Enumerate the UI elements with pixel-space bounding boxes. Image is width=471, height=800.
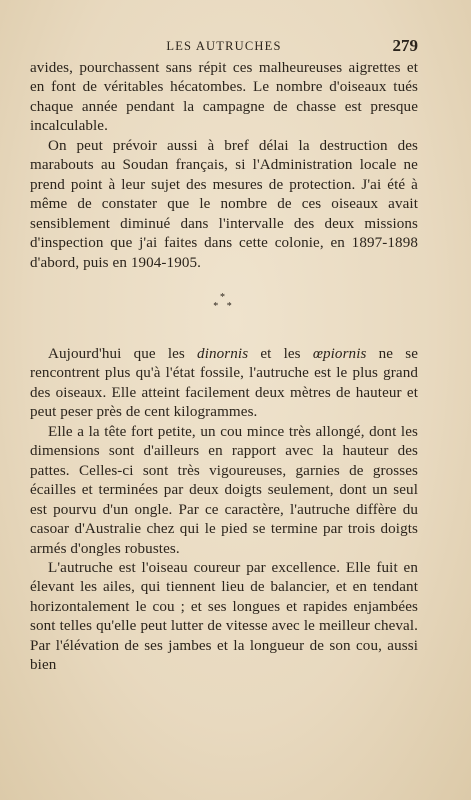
- p3-before: Aujourd'hui que les: [48, 345, 198, 362]
- asterism-icon: [30, 293, 418, 311]
- running-head: [30, 36, 418, 58]
- p3-middle: et les: [248, 345, 313, 362]
- page-number: 279: [392, 36, 418, 55]
- section-break-ornament: [30, 273, 418, 345]
- p3-after: ne se rencontrent plus qu'à l'état fossile, l'autruche est le plus grand des oiseaux. Elle atteint facilement deux mètres de hauteur et peut peser près de cent kilogrammes.: [30, 345, 419, 421]
- paragraph-tete: Elle a la tête fort petite, un cou mince très allongé, dont les dimensions sont d'ailleurs en rapport avec la hauteur des pattes. Celles-ci sont très vigoureuses, garnies de grosses écailles et terminées par deux doigts seulement, dont un seul est pourvu d'un ongle. Par ce caractère, l'autruche diffère du casoar d'Australie chez qui le pied se termine par trois doigts armés d'ongles robustes.: [30, 423, 418, 557]
- paragraph-dinornis: [30, 345, 418, 423]
- p3-italic-dinornis: dinornis: [197, 345, 249, 362]
- paragraph-coureur: L'autruche est l'oiseau coureur par excellence. Elle fuit en élevant les ailes, qui tiennent lieu de balancier, et en tendant horizontalement le cou ; et ses longues et rapides enjambées sont telles qu'elle peut lutter de vitesse avec le meilleur cheval. Par l'élévation de ses jambes et la longueur de son cou, aussi bien: [30, 559, 418, 674]
- running-title: LES AUTRUCHES: [166, 39, 282, 53]
- paragraph-aigrettes: avides, pourchassent sans répit ces malheureuses aigrettes et en font de véritables hécatombes. Le nombre d'oiseaux tués chaque année pendant la campagne de chasse est presque incalculable.: [30, 60, 418, 135]
- paragraph-marabouts: On peut prévoir aussi à bref délai la destruction des marabouts au Soudan français, si l'Administration locale ne prend point à leur sujet des mesures de protection. J'ai été à même de constater que le nombre de ces oiseaux avait sensiblement diminué dans l'intervalle des deux missions d'inspection que j'ai faites dans cette colonie, en 1897-1898 d'abord, puis en 1904-1905.: [30, 137, 418, 271]
- asterism-top: *: [220, 291, 228, 303]
- body-text: [30, 59, 418, 676]
- asterism-bottom: * *: [213, 300, 235, 312]
- p3-italic-oepiornis: œpiornis: [312, 345, 367, 362]
